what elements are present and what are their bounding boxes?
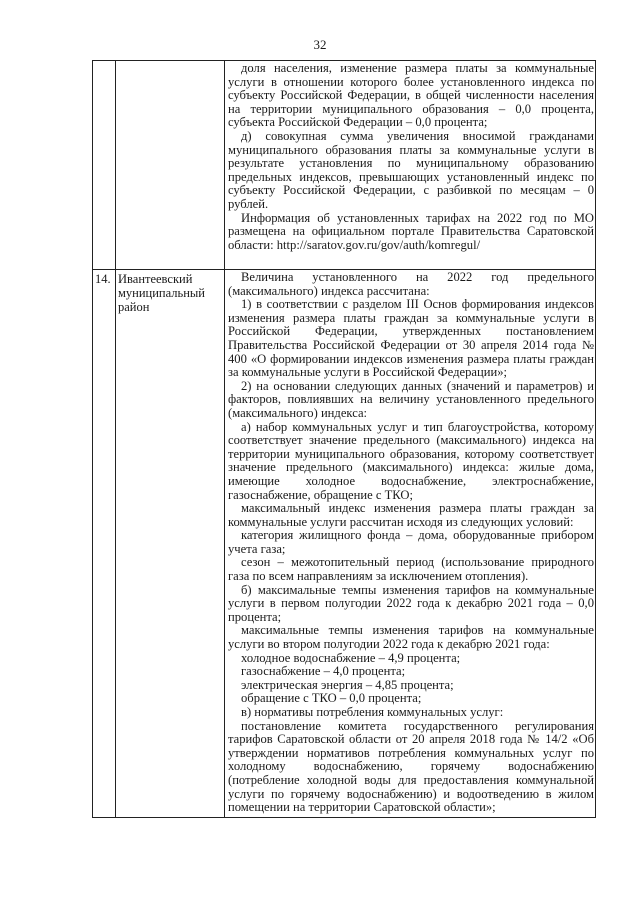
paragraph: д) совокупная сумма увеличения вносимой гражданами муниципального образования платы за коммунальные услуги в результате установления по муниципальному образованию предельных индексов, превышающих установленный индекс по субъекту Российской Федерации, с разбивкой по месяцам – 0 рублей. <box>228 128 594 211</box>
paragraph: обращение с ТКО – 0,0 процента; <box>241 691 422 706</box>
paragraph: а) набор коммунальных услуг и тип благоустройства, которому соответствует значение предельного (максимального) индекса на территории муниципального образования, которому соответствует значение предельного (максимального) индекса: жилые дома, имеющие холодное водоснабжение, электроснабжение, газоснабжение, обращение с ТКО; <box>228 419 594 502</box>
paragraph: сезон – межотопительный период (использование природного газа по всем направлениям за исключением отопления). <box>228 555 594 584</box>
paragraph: в) нормативы потребления коммунальных услуг: <box>241 705 504 719</box>
paragraph: 2) на основании следующих данных (значений и параметров) и факторов, повлиявших на величину установленного предельного (максимального) индекса: <box>228 378 594 420</box>
row-number-cell <box>93 61 116 270</box>
page-number: 32 <box>313 37 327 52</box>
tariff-table <box>92 60 596 818</box>
row-number-cell: 14. <box>93 270 116 818</box>
paragraph: газоснабжение – 4,0 процента; <box>241 664 406 679</box>
municipality-name-cell: Ивантеевский муниципальный район <box>116 270 225 818</box>
municipality-name-cell <box>116 61 225 270</box>
table-row <box>93 61 596 270</box>
paragraph: категория жилищного фонда – дома, оборудованные прибором учета газа; <box>228 528 594 556</box>
content-cell <box>225 61 596 270</box>
paragraph: Информация об установленных тарифах на 2022 год по МО размещена на официальном портале Правительства Саратовской области: http://saratov.gov.ru/gov/auth/komregul/ <box>228 210 594 252</box>
paragraph: максимальные темпы изменения тарифов на коммунальные услуги во втором полугодии 2022 года к декабрю 2021 года: <box>228 623 594 652</box>
paragraph: максимальный индекс изменения размера платы граждан за коммунальные услуги рассчитан исходя из следующих условий: <box>228 501 594 529</box>
paragraph: электрическая энергия – 4,85 процента; <box>241 677 454 692</box>
paragraph: Величина установленного на 2022 год предельного (максимального) индекса рассчитана: <box>228 270 594 298</box>
paragraph: постановление комитета государственного регулирования тарифов Саратовской области от 20 апреля 2018 года № 14/2 «Об утверждении нормативов потребления коммунальных услуг по холодному водоснабжению, горячему водоснабжению (потребление холодной воды для предоставления коммунальной услуги по горячему водоснабжению) и водоотведению в жилом помещении на территории Саратовской области»; <box>228 718 594 815</box>
paragraph: холодное водоснабжение – 4,9 процента; <box>241 650 461 665</box>
content-cell <box>225 270 596 818</box>
paragraph: б) максимальные темпы изменения тарифов на коммунальные услуги в первом полугодии 2022 года к декабрю 2021 года – 0,0 процента; <box>228 582 594 624</box>
paragraph: доля населения, изменение размера платы за коммунальные услуги в отношении которого более установленного индекса по субъекту Российской Федерации, в общей численности населения на территории муниципального образования – 0,0 процента, субъекта Российской Федерации – 0,0 процента; <box>228 61 594 130</box>
table-row <box>93 270 596 818</box>
paragraph: 1) в соответствии с разделом III Основ формирования индексов изменения размера платы граждан за коммунальные услуги в Российской Федерации, утвержденных постановлением Правительства Российской Федерации от 30 апреля 2014 года № 400 «О формировании индексов изменения размера платы граждан за коммунальные услуги в Российской Федерации»; <box>228 297 594 380</box>
